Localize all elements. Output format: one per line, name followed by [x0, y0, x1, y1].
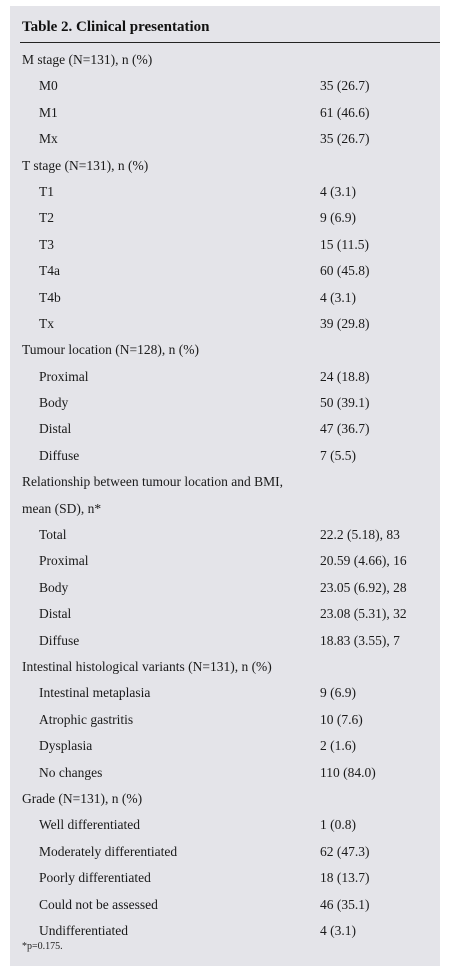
- section-label: T stage (N=131), n (%): [22, 157, 149, 173]
- row-value: 62 (47.3): [320, 843, 370, 859]
- row-value: 18 (13.7): [320, 870, 370, 886]
- row-value: 4 (3.1): [320, 289, 356, 305]
- row-value: 22.2 (5.18), 83: [320, 527, 400, 543]
- row-value: 35 (26.7): [320, 131, 370, 147]
- table-section-header: [10, 337, 440, 363]
- row-label: Body: [39, 579, 69, 595]
- row-label: T1: [39, 183, 54, 199]
- row-value: 2 (1.6): [320, 738, 356, 754]
- table-row: [10, 839, 440, 865]
- row-label: Diffuse: [39, 447, 80, 463]
- table-row: [10, 918, 440, 944]
- row-label: Distal: [39, 606, 72, 622]
- table-title: Table 2. Clinical presentation: [22, 19, 210, 35]
- table-row: [10, 205, 440, 231]
- row-label: Distal: [39, 421, 72, 437]
- table-row: [10, 865, 440, 891]
- table-row: [10, 548, 440, 574]
- row-value: 23.08 (5.31), 32: [320, 606, 407, 622]
- table-section-header: [10, 153, 440, 179]
- row-value: 4 (3.1): [320, 922, 356, 938]
- row-label: T4b: [39, 289, 61, 305]
- row-label: M1: [39, 104, 58, 120]
- section-label: M stage (N=131), n (%): [22, 52, 153, 67]
- section-label: Intestinal histological variants (N=131), n (%): [22, 659, 272, 674]
- row-label: Could not be assessed: [39, 896, 158, 912]
- row-value: 4 (3.1): [320, 183, 356, 199]
- table-row: [10, 733, 440, 759]
- row-value: 10 (7.6): [320, 711, 363, 727]
- table-row: [10, 575, 440, 601]
- row-value: 110 (84.0): [320, 764, 376, 780]
- row-label: Intestinal metaplasia: [39, 685, 151, 701]
- table-row: [10, 73, 440, 99]
- table-row: [10, 760, 440, 786]
- table-row: [10, 707, 440, 733]
- table-row: [10, 232, 440, 258]
- table-footnote: *p=0.175.: [22, 941, 63, 952]
- table-panel: [10, 6, 440, 966]
- table-section-header: [10, 469, 440, 522]
- table-row: [10, 285, 440, 311]
- table-section-header: [10, 654, 440, 680]
- row-label: Diffuse: [39, 632, 80, 648]
- row-label: Well differentiated: [39, 817, 140, 833]
- row-value: 46 (35.1): [320, 896, 370, 912]
- row-label: M0: [39, 78, 58, 94]
- row-value: 18.83 (3.55), 7: [320, 632, 400, 648]
- row-value: 50 (39.1): [320, 395, 370, 411]
- table-row: [10, 179, 440, 205]
- row-value: 23.05 (6.92), 28: [320, 579, 407, 595]
- row-label: No changes: [39, 764, 103, 780]
- row-label: Mx: [39, 131, 58, 147]
- row-value: 15 (11.5): [320, 236, 369, 252]
- section-label: Relationship between tumour location and BMI, mean (SD), n*: [22, 474, 283, 516]
- table-row: [10, 100, 440, 126]
- row-label: Body: [39, 395, 69, 411]
- table-body: [10, 47, 440, 944]
- row-value: 9 (6.9): [320, 210, 356, 226]
- table-section-header: [10, 786, 440, 812]
- row-value: 61 (46.6): [320, 104, 370, 120]
- row-label: Dysplasia: [39, 738, 93, 754]
- row-value: 35 (26.7): [320, 78, 370, 94]
- row-value: 47 (36.7): [320, 421, 370, 437]
- row-value: 39 (29.8): [320, 315, 370, 331]
- table-section-header: [10, 47, 440, 73]
- table-row: [10, 522, 440, 548]
- table-row: [10, 126, 440, 152]
- title-rule: [20, 42, 440, 43]
- row-value: 1 (0.8): [320, 817, 356, 833]
- table-row: [10, 258, 440, 284]
- row-label: Proximal: [39, 368, 89, 384]
- row-value: 7 (5.5): [320, 447, 356, 463]
- row-label: Proximal: [39, 553, 89, 569]
- table-row: [10, 628, 440, 654]
- row-value: 20.59 (4.66), 16: [320, 553, 407, 569]
- row-value: 9 (6.9): [320, 685, 356, 701]
- row-value: 60 (45.8): [320, 263, 370, 279]
- row-label: Moderately differentiated: [39, 843, 178, 859]
- row-label: Undifferentiated: [39, 922, 128, 938]
- table-row: [10, 443, 440, 469]
- table-row: [10, 892, 440, 918]
- row-label: Tx: [39, 315, 54, 331]
- table-row: [10, 680, 440, 706]
- table-row: [10, 364, 440, 390]
- row-label: T3: [39, 236, 54, 252]
- row-label: T4a: [39, 263, 60, 279]
- table-row: [10, 390, 440, 416]
- table-row: [10, 416, 440, 442]
- row-label: Poorly differentiated: [39, 870, 151, 886]
- table-row: [10, 311, 440, 337]
- table-row: [10, 812, 440, 838]
- row-label: Total: [39, 527, 67, 543]
- table-row: [10, 601, 440, 627]
- row-label: T2: [39, 210, 54, 226]
- row-label: Atrophic gastritis: [39, 711, 134, 727]
- section-label: Tumour location (N=128), n (%): [22, 342, 199, 358]
- section-label: Grade (N=131), n (%): [22, 790, 143, 806]
- row-value: 24 (18.8): [320, 368, 370, 384]
